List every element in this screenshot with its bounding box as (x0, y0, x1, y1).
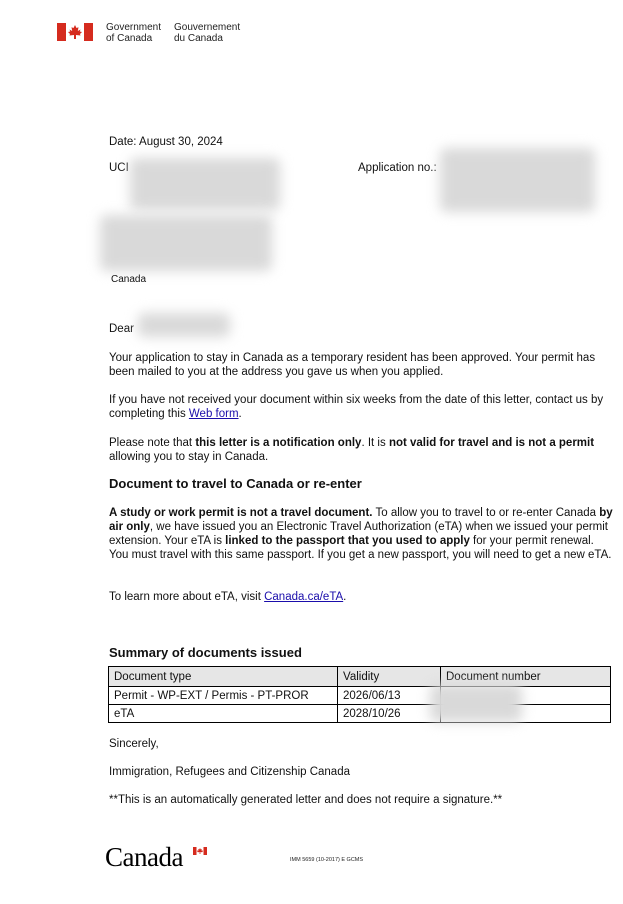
closing: Sincerely, (109, 738, 159, 750)
eta-link[interactable]: Canada.ca/eTA (264, 591, 344, 603)
salutation: Dear (109, 323, 134, 335)
letter-date: Date: August 30, 2024 (109, 136, 223, 148)
documents-table (108, 666, 611, 723)
travel-heading: Document to travel to Canada or re-enter (109, 476, 362, 491)
column-header: Document type (109, 667, 338, 687)
redacted-recipient-name (138, 313, 230, 337)
table-row (109, 687, 611, 705)
validity-cell: 2026/06/13 (338, 687, 441, 705)
department-name: Immigration, Refugees and Citizenship Canada (109, 766, 350, 778)
document-type-cell: eTA (109, 705, 338, 723)
web-form-paragraph: If you have not received your document within six weeks from the date of this letter, contact us by completing this Web form. (109, 394, 604, 420)
address-country: Canada (111, 274, 147, 285)
document-type-cell: Permit - WP-EXT / Permis - PT-PROR (109, 687, 338, 705)
automated-note: **This is an automatically generated letter and does not require a signature.** (109, 794, 503, 806)
canada-wordmark: Canada (105, 842, 183, 872)
approval-paragraph: Your application to stay in Canada as a temporary resident has been approved. Your permit has been mailed to you at the address you gave us when you applied. (109, 352, 596, 378)
validity-cell: 2028/10/26 (338, 705, 441, 723)
summary-heading: Summary of documents issued (109, 645, 302, 660)
table-header-row (109, 667, 611, 687)
government-signature-en: Government of Canada (106, 22, 162, 44)
web-form-link[interactable]: Web form (188, 408, 239, 420)
column-header: Validity (338, 667, 441, 687)
redacted-document-number (430, 684, 522, 722)
eta-info-paragraph: To learn more about eTA, visit Canada.ca/eTA. (109, 591, 347, 603)
canada-flag-icon (57, 23, 93, 41)
form-code: IMM 5659 (10-2017) E GCMS (290, 857, 364, 863)
column-header: Document number (441, 667, 611, 687)
redacted-application-number (440, 148, 595, 212)
redacted-uci (130, 158, 280, 210)
application-number-label: Application no.: (358, 162, 437, 174)
government-signature-fr: Gouvernement du Canada (174, 22, 241, 44)
table-row (109, 705, 611, 723)
notification-paragraph: Please note that this letter is a notification only. It is not valid for travel and is not a permit allowing you to stay in Canada. (109, 437, 595, 463)
wordmark-flag-icon (193, 847, 207, 855)
uci-label: UCI (109, 162, 129, 174)
travel-paragraph: A study or work permit is not a travel document. To allow you to travel to or re-enter Canada by air only, we have issued you an Electronic Travel Authorization (eTA) when we issued your permit extension. Your eTA is linked to the passport that you used to apply for your permit renewal. You must travel with this same passport. If you get a new passport, you will need to get a new eTA. (109, 507, 613, 561)
redacted-address (100, 215, 272, 271)
